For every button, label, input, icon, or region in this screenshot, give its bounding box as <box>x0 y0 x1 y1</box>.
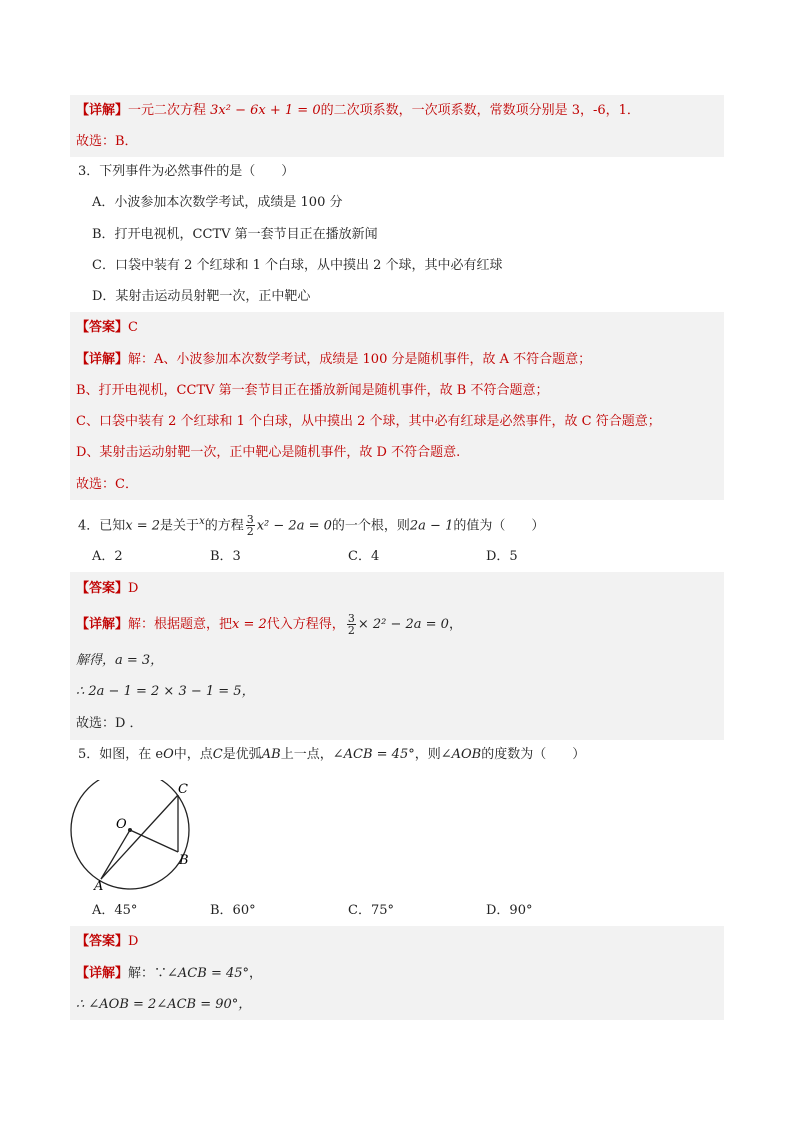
detail-line: 【详解】一元二次方程 3x² − 6x + 1 = 0的二次项系数，一次项系数，常数项分别是 3，-6，1． <box>76 103 640 118</box>
q3-answer-line: 【答案】C <box>76 320 138 335</box>
q5-option-a: A．45° <box>92 903 138 918</box>
q5-option-c: C．75° <box>348 903 394 918</box>
q5-option-d: D．90° <box>486 903 533 918</box>
q4-answer-line: 【答案】D <box>76 581 139 596</box>
fraction: $\frac{3}{2}$ <box>246 513 254 539</box>
q3-detail-line-1: 【详解】解：A、小波参加本次数学考试，成绩是 100 分是随机事件，故 A 不符合题意； <box>76 352 592 367</box>
q4-option-d: D．5 <box>486 549 518 564</box>
q3-option-c: C．口袋中装有 2 个红球和 1 个白球，从中摸出 2 个球，其中必有红球 <box>92 258 503 273</box>
choice-line: 故选：B． <box>76 134 138 149</box>
q3-detail-line-3: C、口袋中装有 2 个红球和 1 个白球，从中摸出 2 个球，其中必有红球是必然事件，故 C 符合题意； <box>76 414 661 429</box>
q4-option-c: C．4 <box>348 549 380 564</box>
q3-detail-line-4: D、某射击运动射靶一次，正中靶心是随机事件，故 D 不符合题意. <box>76 445 461 460</box>
q4-option-b: B．3 <box>210 549 241 564</box>
label-b: B <box>179 853 189 868</box>
q4-detail-line-3: ∴ 2a − 1 = 2 × 3 − 1 = 5， <box>76 684 255 699</box>
segment-ac <box>101 795 178 879</box>
fraction: $\frac{3}{2}$ <box>347 612 355 637</box>
q4-choice-line: 故选：D ． <box>76 716 143 731</box>
q3-option-d: D．某射击运动员射靶一次，正中靶心 <box>92 289 311 304</box>
q3-choice-line: 故选：C． <box>76 477 138 492</box>
label-c: C <box>178 782 188 797</box>
q3-option-b: B．打开电视机，CCTV 第一套节目正在播放新闻 <box>92 227 378 242</box>
segment-ao <box>101 830 130 879</box>
detail-tag: 【详解】 <box>76 103 129 118</box>
label-o: O <box>116 817 127 832</box>
question-5-stem: 5．如图，在 eO中，点C是优弧AB上一点，∠ACB = 45°，则∠AOB的度数为（ ） <box>78 747 586 762</box>
q4-detail-line-1: 【详解】解：根据题意，把x = 2代入方程得， $\frac{3}{2}$ × 2² − 2a = 0， <box>76 612 462 637</box>
q4-option-a: A．2 <box>92 549 123 564</box>
q5-option-b: B．60° <box>210 903 256 918</box>
q4-solution-block <box>70 572 724 740</box>
q4-detail-line-2: 解得，a = 3， <box>76 653 164 668</box>
question-3-stem: 3．下列事件为必然事件的是（ ） <box>78 164 295 179</box>
question-4-stem: 4．已知x = 2是关于$^x$的方程 $\frac{3}{2}$ x² − 2a = 0的一个根，则2a − 1的值为（ ） <box>78 513 545 539</box>
center-point <box>128 828 132 832</box>
q5-solution-block <box>70 926 724 1020</box>
label-a: A <box>94 879 104 892</box>
q3-option-a: A．小波参加本次数学考试，成绩是 100 分 <box>92 195 343 210</box>
q5-detail-line-1: 【详解】解：∵∠ACB = 45°， <box>76 966 263 981</box>
segment-ob <box>130 830 178 852</box>
circle-o <box>71 780 189 889</box>
q3-detail-line-2: B、打开电视机，CCTV 第一套节目正在播放新闻是随机事件，故 B 不符合题意； <box>76 383 549 398</box>
q5-answer-line: 【答案】D <box>76 934 139 949</box>
circle-figure <box>68 780 203 892</box>
q5-detail-line-2: ∴ ∠AOB = 2∠ACB = 90°， <box>76 997 252 1012</box>
solution-block-1 <box>70 95 724 157</box>
q3-solution-block <box>70 312 724 500</box>
